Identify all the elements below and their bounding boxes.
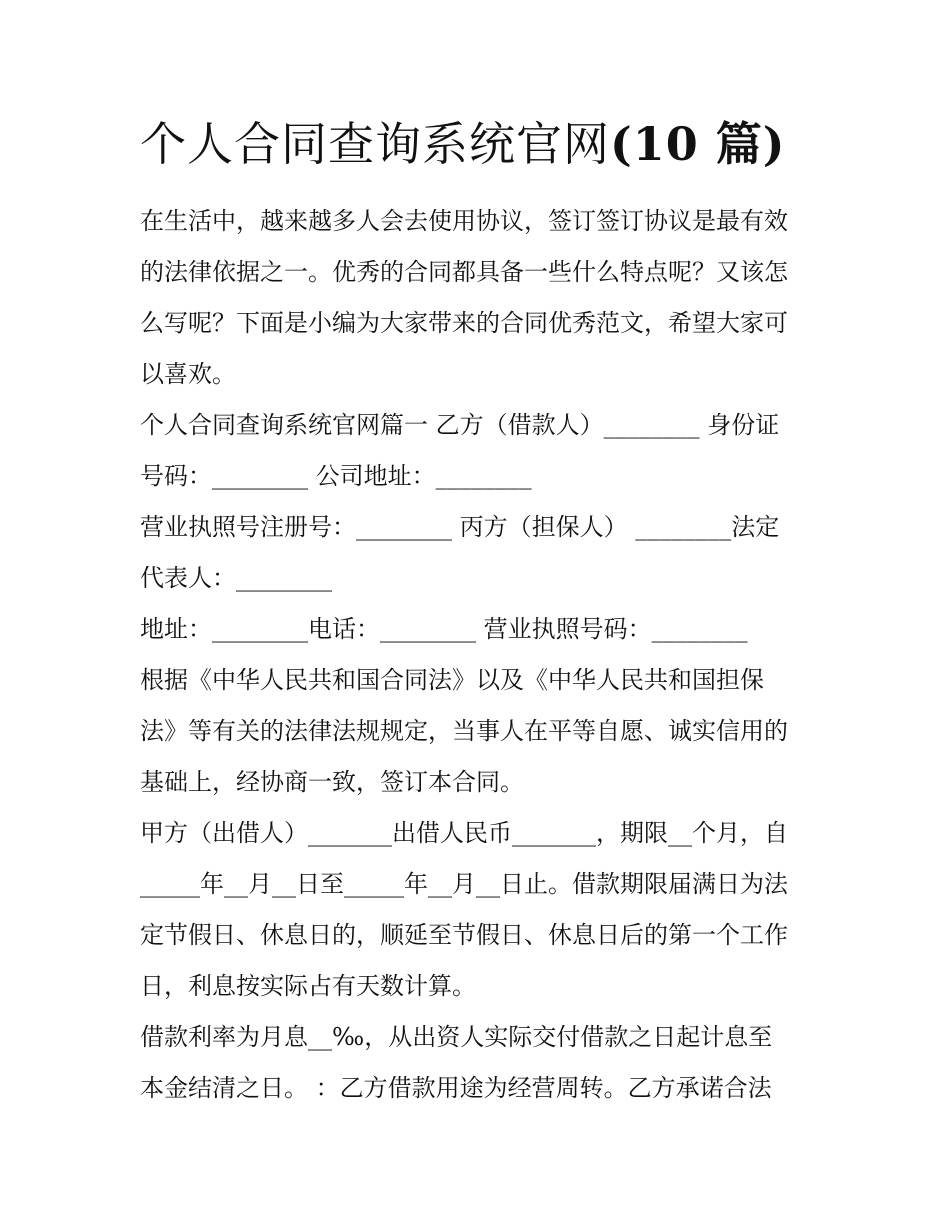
body-line: 法》等有关的法律法规规定，当事人在平等自愿、诚实信用的 bbox=[140, 717, 788, 745]
body-line: 根据《中华人民共和国合同法》以及《中华人民共和国担保 bbox=[140, 666, 764, 694]
body-line: 以喜欢。 bbox=[140, 360, 236, 388]
body-line: 代表人：________ bbox=[140, 564, 332, 592]
body-line: 营业执照号注册号：________ 丙方（担保人） ________法定 bbox=[140, 513, 780, 541]
document-title-text: 个人合同查询系统官网 bbox=[140, 117, 610, 171]
body-line: 在生活中，越来越多人会去使用协议，签订签订协议是最有效 bbox=[140, 207, 788, 235]
body-line: _____年__月__日至_____年__月__日止。借款期限届满日为法 bbox=[140, 870, 788, 898]
body-line: 地址：________电话：________ 营业执照号码：________ bbox=[140, 615, 748, 643]
body-line: 基础上，经协商一致，签订本合同。 bbox=[140, 768, 524, 796]
body-line: 本金结清之日。 ：乙方借款用途为经营周转。乙方承诺合法 bbox=[140, 1074, 772, 1102]
document-title-tail: 篇) bbox=[698, 117, 786, 171]
document-title-count: (10 bbox=[610, 117, 699, 171]
document-body bbox=[140, 196, 820, 1114]
body-line: 的法律依据之一。优秀的合同都具备一些什么特点呢？又该怎 bbox=[140, 258, 788, 286]
body-line: 个人合同查询系统官网篇一 乙方（借款人）________ 身份证 bbox=[140, 411, 780, 439]
body-line: 号码：________ 公司地址：________ bbox=[140, 462, 532, 490]
body-line: 甲方（出借人）_______出借人民币_______，期限__个月，自 bbox=[140, 819, 788, 847]
body-line: 定节假日、休息日的，顺延至节假日、休息日后的第一个工作 bbox=[140, 921, 788, 949]
body-line: 日，利息按实际占有天数计算。 bbox=[140, 972, 476, 1000]
body-line: 么写呢？下面是小编为大家带来的合同优秀范文，希望大家可 bbox=[140, 309, 788, 337]
document-title bbox=[140, 112, 786, 176]
body-line: 借款利率为月息__‰，从出资人实际交付借款之日起计息至 bbox=[140, 1023, 773, 1051]
